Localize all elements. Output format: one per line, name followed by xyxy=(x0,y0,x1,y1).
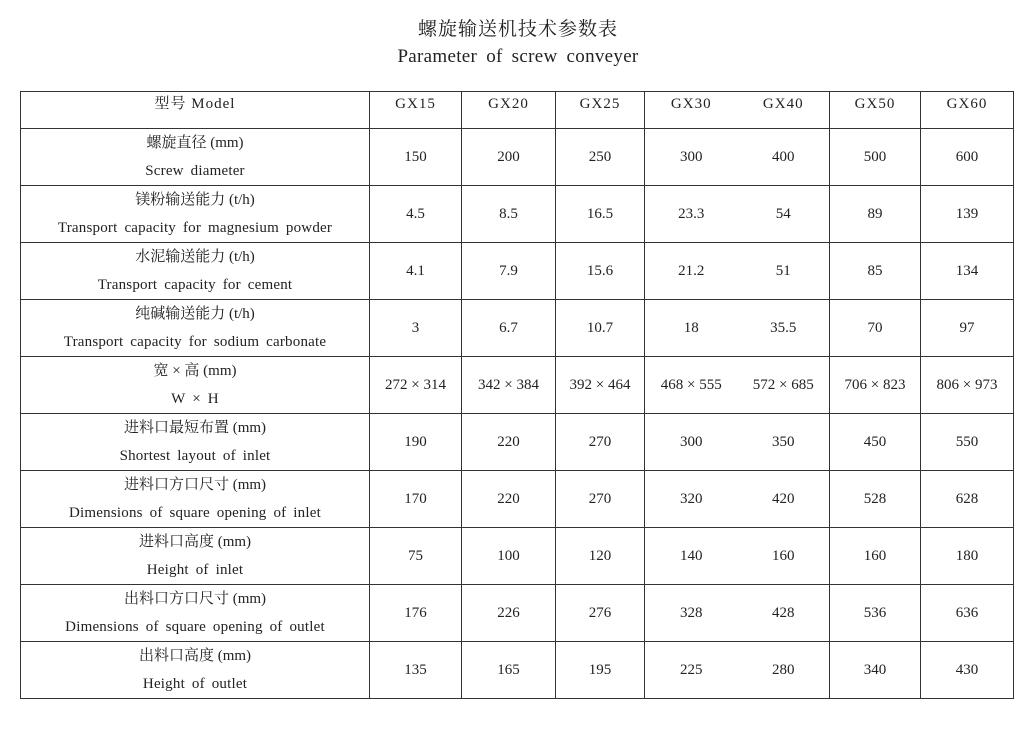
value-cell: 54 xyxy=(738,186,830,243)
parameter-label-cell xyxy=(21,129,370,186)
value-cell: 70 xyxy=(830,300,921,357)
parameter-label-chinese: 螺旋直径 (mm) xyxy=(146,135,244,151)
value-cell: 500 xyxy=(830,129,921,186)
page-title-chinese: 螺旋输送机技术参数表 xyxy=(417,19,618,40)
parameter-label-english: Transport capacity for cement xyxy=(97,277,293,293)
value-cell: 300 xyxy=(645,129,738,186)
value-cell: 200 xyxy=(462,129,556,186)
value-cell: 23.3 xyxy=(645,186,738,243)
table-row xyxy=(21,642,1014,699)
value-cell: 170 xyxy=(370,471,462,528)
parameter-label-chinese: 镁粉输送能力 (t/h) xyxy=(135,192,255,208)
parameter-label-cell xyxy=(21,243,370,300)
table-row xyxy=(21,129,1014,186)
value-cell: 225 xyxy=(645,642,738,699)
parameter-label-english: Transport capacity for magnesium powder xyxy=(57,220,333,236)
value-cell: 15.6 xyxy=(556,243,645,300)
value-cell: 468 × 555 xyxy=(645,357,738,414)
value-cell: 97 xyxy=(921,300,1014,357)
value-cell: 7.9 xyxy=(462,243,556,300)
parameter-table xyxy=(20,91,1014,699)
value-cell: 706 × 823 xyxy=(830,357,921,414)
value-cell: 280 xyxy=(738,642,830,699)
value-cell: 35.5 xyxy=(738,300,830,357)
parameter-label-chinese: 出料口方口尺寸 (mm) xyxy=(123,591,267,607)
model-cell: GX15 xyxy=(370,92,462,129)
value-cell: 600 xyxy=(921,129,1014,186)
table-row xyxy=(21,471,1014,528)
parameter-label-cell xyxy=(21,300,370,357)
value-cell: 8.5 xyxy=(462,186,556,243)
value-cell: 89 xyxy=(830,186,921,243)
value-cell: 180 xyxy=(921,528,1014,585)
parameter-label-cell xyxy=(21,528,370,585)
value-cell: 392 × 464 xyxy=(556,357,645,414)
value-cell: 4.1 xyxy=(370,243,462,300)
value-cell: 139 xyxy=(921,186,1014,243)
value-cell: 220 xyxy=(462,471,556,528)
parameter-label-english: Dimensions of square opening of inlet xyxy=(69,505,321,521)
value-cell: 51 xyxy=(738,243,830,300)
value-cell: 6.7 xyxy=(462,300,556,357)
value-cell: 572 × 685 xyxy=(738,357,830,414)
value-cell: 140 xyxy=(645,528,738,585)
parameter-label-cell xyxy=(21,414,370,471)
model-cell: GX30 xyxy=(645,92,738,129)
value-cell: 320 xyxy=(645,471,738,528)
value-cell: 350 xyxy=(738,414,830,471)
parameter-label-cell xyxy=(21,471,370,528)
parameter-label-english: Height of outlet xyxy=(142,676,248,692)
value-cell: 270 xyxy=(556,414,645,471)
value-cell: 134 xyxy=(921,243,1014,300)
parameter-label-english: Transport capacity for sodium carbonate xyxy=(63,334,327,350)
value-cell: 420 xyxy=(738,471,830,528)
parameter-label-cell xyxy=(21,186,370,243)
parameter-label-english: Screw diameter xyxy=(145,163,245,179)
value-cell: 160 xyxy=(738,528,830,585)
parameter-label-english: Shortest layout of inlet xyxy=(119,448,271,464)
value-cell: 628 xyxy=(921,471,1014,528)
value-cell: 21.2 xyxy=(645,243,738,300)
value-cell: 528 xyxy=(830,471,921,528)
model-cell: GX40 xyxy=(738,92,830,129)
value-cell: 328 xyxy=(645,585,738,642)
parameter-label-cell xyxy=(21,642,370,699)
value-cell: 190 xyxy=(370,414,462,471)
value-cell: 272 × 314 xyxy=(370,357,462,414)
value-cell: 250 xyxy=(556,129,645,186)
model-header-cell xyxy=(21,92,370,129)
model-cell: GX60 xyxy=(921,92,1014,129)
value-cell: 276 xyxy=(556,585,645,642)
parameter-label-chinese: 纯碱输送能力 (t/h) xyxy=(135,306,255,322)
value-cell: 300 xyxy=(645,414,738,471)
value-cell: 10.7 xyxy=(556,300,645,357)
table-row xyxy=(21,528,1014,585)
value-cell: 165 xyxy=(462,642,556,699)
value-cell: 270 xyxy=(556,471,645,528)
value-cell: 160 xyxy=(830,528,921,585)
parameter-label-chinese: 进料口方口尺寸 (mm) xyxy=(123,477,267,493)
parameter-label-chinese: 进料口高度 (mm) xyxy=(138,534,252,550)
value-cell: 195 xyxy=(556,642,645,699)
parameter-label-chinese: 进料口最短布置 (mm) xyxy=(123,420,267,436)
value-cell: 340 xyxy=(830,642,921,699)
model-cell: GX50 xyxy=(830,92,921,129)
model-cell: GX25 xyxy=(556,92,645,129)
value-cell: 135 xyxy=(370,642,462,699)
parameter-label-chinese: 出料口高度 (mm) xyxy=(138,648,252,664)
table-row xyxy=(21,357,1014,414)
parameter-label-chinese: 水泥输送能力 (t/h) xyxy=(135,249,255,265)
table-header-row xyxy=(21,92,1014,129)
value-cell: 400 xyxy=(738,129,830,186)
parameter-label-chinese: 宽 × 高 (mm) xyxy=(153,363,237,379)
value-cell: 18 xyxy=(645,300,738,357)
value-cell: 176 xyxy=(370,585,462,642)
value-cell: 75 xyxy=(370,528,462,585)
table-row xyxy=(21,243,1014,300)
value-cell: 220 xyxy=(462,414,556,471)
page-title-english: Parameter of screw conveyer xyxy=(397,46,639,67)
parameter-label-english: W × H xyxy=(171,391,219,407)
table-row xyxy=(21,300,1014,357)
value-cell: 85 xyxy=(830,243,921,300)
table-row xyxy=(21,186,1014,243)
model-cell: GX20 xyxy=(462,92,556,129)
value-cell: 150 xyxy=(370,129,462,186)
value-cell: 16.5 xyxy=(556,186,645,243)
value-cell: 636 xyxy=(921,585,1014,642)
value-cell: 806 × 973 xyxy=(921,357,1014,414)
parameter-label-cell xyxy=(21,585,370,642)
value-cell: 450 xyxy=(830,414,921,471)
value-cell: 428 xyxy=(738,585,830,642)
model-header-label: 型号 Model xyxy=(154,96,236,112)
parameter-label-english: Dimensions of square opening of outlet xyxy=(65,619,325,635)
value-cell: 100 xyxy=(462,528,556,585)
value-cell: 120 xyxy=(556,528,645,585)
value-cell: 536 xyxy=(830,585,921,642)
parameter-label-english: Height of inlet xyxy=(146,562,244,578)
value-cell: 430 xyxy=(921,642,1014,699)
value-cell: 226 xyxy=(462,585,556,642)
value-cell: 3 xyxy=(370,300,462,357)
value-cell: 342 × 384 xyxy=(462,357,556,414)
table-row xyxy=(21,585,1014,642)
parameter-label-cell xyxy=(21,357,370,414)
table-row xyxy=(21,414,1014,471)
value-cell: 4.5 xyxy=(370,186,462,243)
value-cell: 550 xyxy=(921,414,1014,471)
